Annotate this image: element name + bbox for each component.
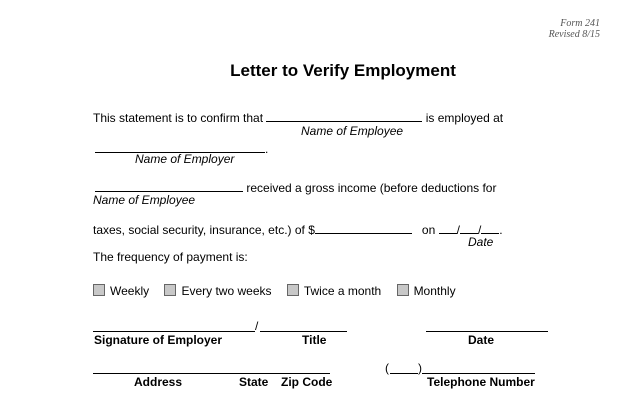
employer-name-caption: Name of Employer — [135, 152, 235, 166]
employee-name-field[interactable] — [266, 110, 422, 122]
date-slash-1: / — [456, 223, 460, 237]
employee-name-field-2[interactable] — [95, 180, 243, 192]
option-monthly[interactable] — [397, 284, 456, 298]
option-monthly-label: Monthly — [413, 284, 456, 298]
option-twice-a-month-label: Twice a month — [303, 284, 382, 298]
address-line[interactable] — [93, 373, 330, 374]
date-day-field[interactable] — [460, 222, 478, 234]
date-month-field[interactable] — [439, 222, 457, 234]
phone-line[interactable] — [422, 373, 535, 374]
amount-line — [93, 222, 503, 237]
phone-label: Telephone Number — [427, 375, 535, 389]
form-reference — [549, 18, 600, 40]
signature-line[interactable] — [93, 331, 255, 332]
employee-name-caption-2: Name of Employee — [93, 193, 196, 207]
option-twice-a-month[interactable] — [287, 284, 381, 298]
zip-label: Zip Code — [281, 375, 333, 389]
title-line[interactable] — [260, 331, 347, 332]
checkbox-twice-a-month[interactable] — [287, 284, 299, 296]
frequency-label: The frequency of payment is: — [93, 250, 248, 264]
signature-label: Signature of Employer — [94, 333, 223, 347]
date-year-field[interactable] — [481, 222, 499, 234]
frequency-options — [93, 284, 468, 298]
area-code-open: ( — [385, 361, 389, 375]
amount-prefix: taxes, social security, insurance, etc.) of $ — [93, 223, 315, 237]
income-text: received a gross income (before deductions for — [246, 181, 497, 195]
address-label: Address — [134, 375, 183, 389]
form-revised: Revised 8/15 — [548, 29, 600, 40]
date-slash-2: / — [477, 223, 482, 237]
amount-field[interactable] — [315, 222, 412, 234]
on-label: on — [421, 223, 436, 237]
checkbox-every-two-weeks[interactable] — [164, 284, 176, 296]
amount-line-end: . — [499, 223, 503, 237]
area-code-close: ) — [418, 361, 422, 375]
date-label: Date — [468, 333, 495, 347]
option-every-two-weeks[interactable] — [164, 284, 271, 298]
date-caption: Date — [468, 235, 494, 249]
area-code-line[interactable] — [390, 373, 418, 374]
checkbox-monthly[interactable] — [397, 284, 409, 296]
form-number: Form 241 — [560, 18, 600, 29]
signature-separator: / — [255, 319, 259, 333]
statement-suffix: is employed at — [425, 111, 504, 125]
title-label: Title — [302, 333, 327, 347]
statement-prefix: This statement is to confirm that — [93, 111, 264, 125]
employee-name-caption: Name of Employee — [301, 124, 404, 138]
date-line[interactable] — [426, 331, 548, 332]
checkbox-weekly[interactable] — [93, 284, 105, 296]
page-title: Letter to Verify Employment — [230, 61, 456, 80]
option-weekly-label: Weekly — [110, 284, 150, 298]
employer-line-end: . — [265, 142, 269, 156]
statement-line — [93, 110, 503, 125]
state-label: State — [239, 375, 269, 389]
option-every-two-weeks-label: Every two weeks — [181, 284, 272, 298]
option-weekly[interactable] — [93, 284, 149, 298]
